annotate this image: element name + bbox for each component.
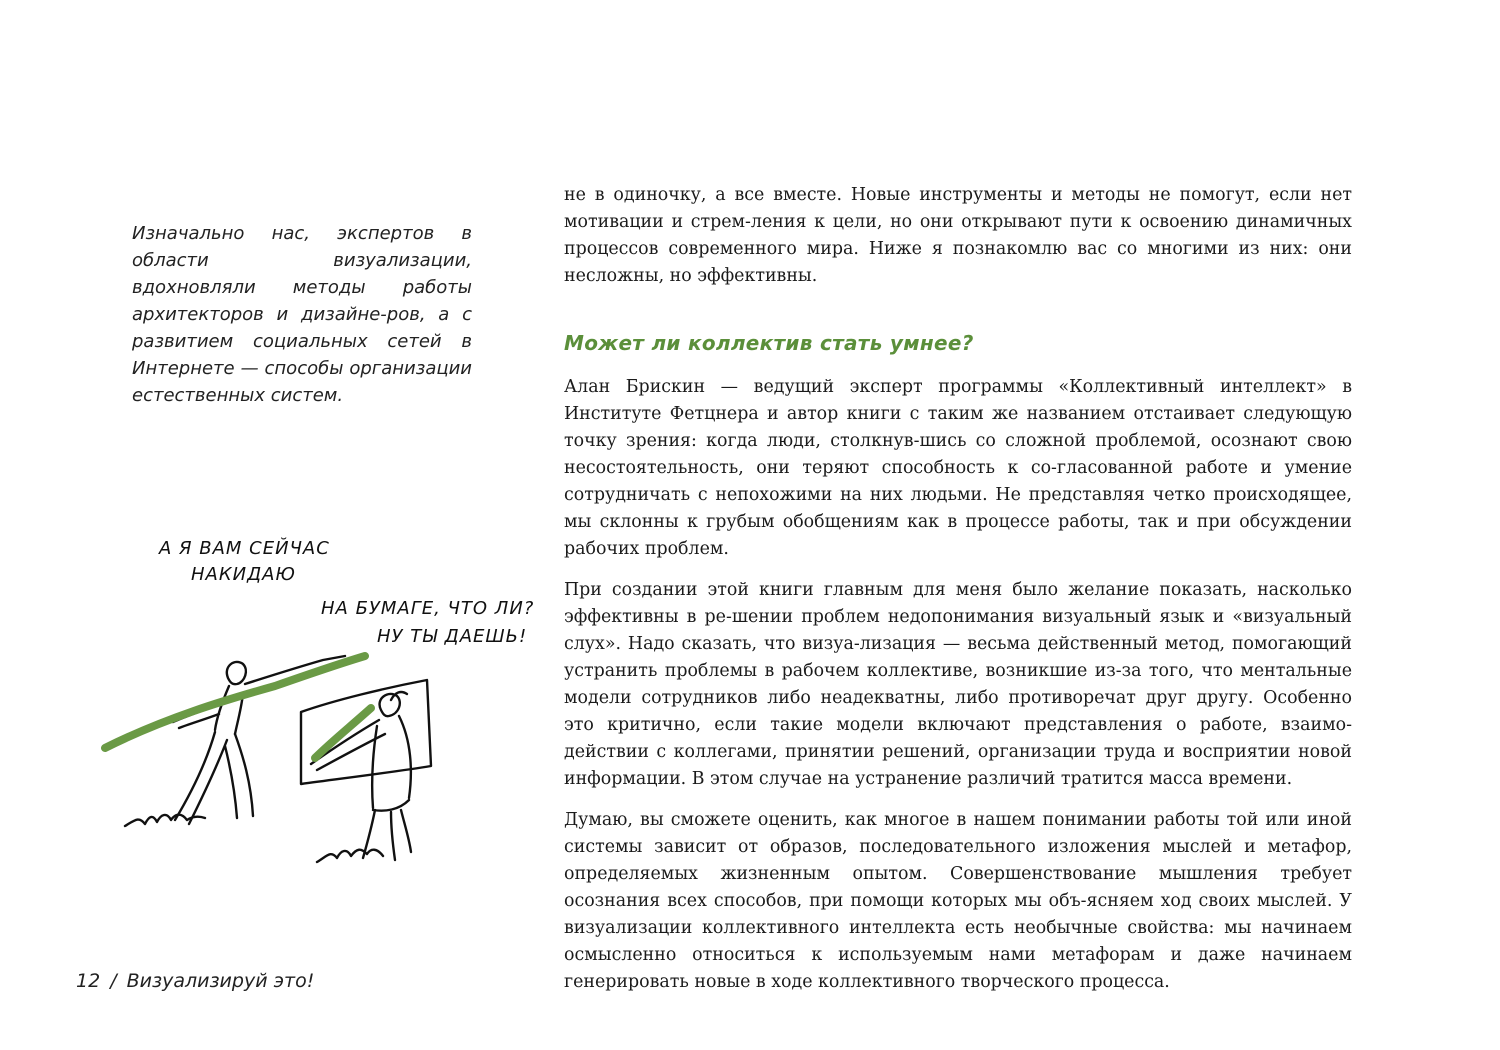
book-title: Визуализируй это!: [126, 970, 315, 992]
footer-separator: /: [110, 970, 117, 992]
body-paragraph-1: Алан Брискин — ведущий эксперт программы «Коллективный интеллект» в Институте Фетцнера и автор книги с таким же названием отстаивает следующую точку зрения: когда люди, столкнув-шись со сложной проблемой, осознают свою несостоятельность, они теряют способность к со-гласованной работе и умение сотрудничать с непохожими на них людьми. Не представляя четко происходящее, мы склонны к грубым обобщениям как в процессе работы, так и при обсуждении рабочих проблем.: [564, 377, 1352, 559]
sketch-illustration: [95, 520, 545, 890]
speech-text-1-line-2: НАКИДАЮ: [191, 564, 296, 585]
page-footer: [76, 970, 314, 992]
left-figure-sketch: [125, 656, 345, 826]
page-number: 12: [76, 970, 101, 992]
green-marker-stroke-board: [315, 708, 371, 758]
speech-text-2-line-2: НУ ТЫ ДАЕШЬ!: [377, 626, 528, 647]
intro-paragraph: не в одиночку, а все вместе. Новые инструменты и методы не помогут, если нет мотивации и стрем-ления к цели, но они открывают пути к освоению динамичных процессов современного мира. Ниже я познакомлю вас со многими из них: они несложны, но эффективны.: [564, 185, 1352, 286]
section-heading: Может ли коллектив стать умнее?: [564, 331, 974, 355]
speech-text-2-line-1: НА БУМАГЕ, ЧТО ЛИ?: [321, 598, 535, 619]
sidebar-quote: Изначально нас, экспертов в области визуализации, вдохновляли методы работы архитекторов и дизайне-ров, а с развитием социальных сетей в Интернете — способы организации естественных систем.: [132, 223, 472, 406]
body-paragraph-2: При создании этой книги главным для меня было желание показать, насколько эффективны в ре-шении проблем недопонимания визуальный язык и «визуальный слух». Надо сказать, что визуа-лизация — весьма действенный метод, помогающий устранить проблемы в рабочем коллективе, возникшие из-за того, что ментальные модели сотрудников либо неадекватны, либо противоречат друг другу. Особенно это критично, если такие модели включают представления о работе, взаимо-действии с коллегами, принятии решений, организации труда и восприятии новой информации. В этом случае на устранение различий тратится масса времени.: [564, 580, 1352, 789]
main-text-column: [564, 182, 1352, 1010]
body-paragraph-3: Думаю, вы сможете оценить, как многое в нашем понимании работы той или иной системы зависит от образов, последовательного изложения мыслей и метафор, определяемых жизненным опытом. Совершенствование мышления требует осознания всех способов, при помощи которых мы объ-ясняем ход своих мыслей. У визуализации коллективного интеллекта есть необычные свойства: мы начинаем осмысленно относиться к используемым нами метафорам и даже начинаем генерировать новые в ходе коллективного творческого процесса.: [564, 810, 1352, 992]
speech-text-1-line-1: А Я ВАМ СЕЙЧАС: [159, 538, 330, 559]
